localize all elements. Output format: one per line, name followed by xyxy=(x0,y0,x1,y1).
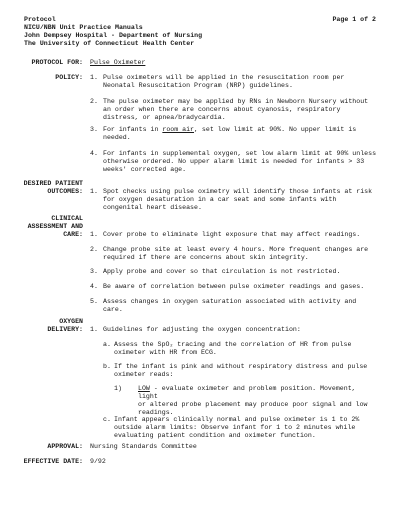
page-number: Page 1 of 2 xyxy=(332,16,376,23)
document-header xyxy=(24,16,376,48)
effective-date-value: 9/92 xyxy=(90,458,106,465)
clinical-label: CLINICAL ASSESSMENT AND CARE: xyxy=(27,215,83,238)
low-term: LOW xyxy=(138,385,150,392)
effective-date-label: EFFECTIVE DATE: xyxy=(23,458,83,465)
room-air-term: room air xyxy=(162,126,195,133)
header-protocol: Protocol xyxy=(24,16,56,23)
header-university: The University of Connecticut Health Center xyxy=(24,40,195,47)
outcomes-label: DESIRED PATIENT OUTCOMES: xyxy=(23,180,83,195)
protocol-title: Pulse Oximeter xyxy=(90,59,146,66)
policy-label: POLICY: xyxy=(55,74,83,81)
protocol-for-label: PROTOCOL FOR: xyxy=(31,59,83,66)
header-hospital: John Dempsey Hospital - Department of Nursing xyxy=(24,32,203,39)
approval-value: Nursing Standards Committee xyxy=(90,443,197,450)
document-page: Protocol NICU/NBN Unit Practice Manuals John Dempsey Hospital - Department of Nursing The University of Connecticut Health Center Page 1 of 2 PROTOCOL FOR: Pulse Oximeter POLICY: 1. Pulse oximeters will be applied in the resuscitation room per Neonatal Resuscitation Program (NRP) guidelines. 2. The pulse oximeter may be applied by RNs in Newborn Nursery without an order when there are concerns about cyanosis, respiratory distress, or apnea/bradycardia. 3. For infants in room air, set low limit at 90%. No upper limit is needed. 4. For infants in supplemental oxygen, set low alarm limit at 90% unless otherwise ordered. No upper alarm limit is needed for infants > 33 weeks' corrected age. DESIRED PATIENT OUTCOMES: 1. Spot checks using pulse oximetry will identify those infants at risk for oxygen desaturation in a car seat and some infants with congenital heart disease. CLINICAL ASSESSMENT AND CARE: 1. Cover probe to eliminate light exposure that may affect readings. 2. Change probe site at least every 4 hours. More frequent changes are required if there are concerns about skin integrity. 3. Apply probe and cover so that circulation is not restricted. 4. Be aware of correlation between pulse oximeter readings and gases. 5. Assess changes in oxygen saturation associated with activity and care. OXYGEN DELIVERY: 1. Guidelines for adjusting the oxygen concentration: a. Assess the SpO₂ tracing and the correlation of HR from pulse oximeter with HR from ECG. b. If the infant is pink and without respiratory distress and pulse oximeter reads: 1) LOW - evaluate oximeter and problem position. Movement, light or altered probe placement may produce poor signal and low readings. c. Infant appears clinically normal and pulse oximeter is 1 to 2% outside alarm limits: Observe infant for 1 to 2 minutes while evaluating patient condition and oximeter function. APPROVAL: Nursing Standards Committee EFFECTIVE DATE: 9/92 xyxy=(0,0,400,516)
approval-label: APPROVAL: xyxy=(47,443,83,450)
oxygen-label: OXYGEN DELIVERY: xyxy=(47,318,83,333)
header-manual: NICU/NBN Unit Practice Manuals xyxy=(24,24,143,31)
